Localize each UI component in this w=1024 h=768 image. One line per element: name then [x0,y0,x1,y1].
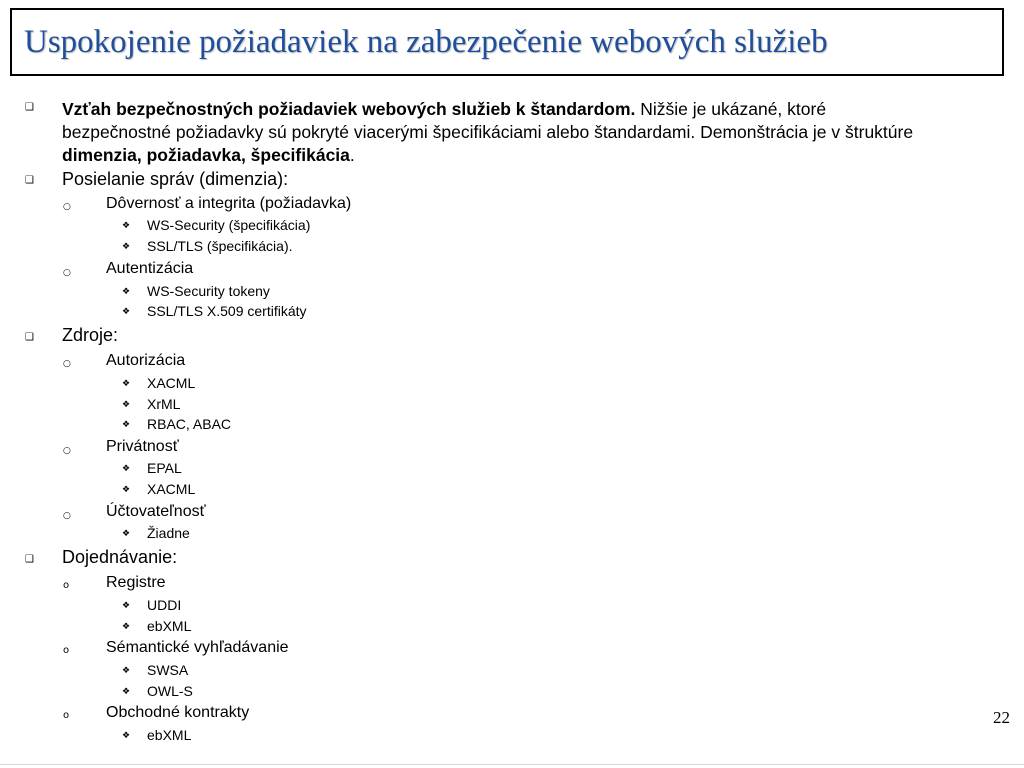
bullet-square-icon: ❑ [25,332,34,343]
bullet-circle-icon: ○ [63,202,71,212]
bullet-square-icon: ❑ [25,554,34,565]
list-item: UDDI [147,597,182,613]
intro-bold-lead: Vzťah bezpečnostných požiadaviek webových služieb k štandardom. [62,99,636,119]
bullet-diamond-icon: ❖ [122,287,131,297]
list-item: ebXML [147,618,192,634]
group-label: Dôvernosť a integrita (požiadavka) [106,195,352,212]
group-label: Autorizácia [106,352,186,369]
section-label: Dojednávanie: [62,547,178,567]
list-item: OWL-S [147,683,193,699]
list-item: WS-Security (špecifikácia) [147,217,311,233]
bullet-circle-icon: ○ [63,268,71,278]
group-label: Obchodné kontrakty [106,704,250,721]
bottom-divider [0,764,1024,765]
list-item: XACML [147,375,196,391]
list-item: XACML [147,481,196,497]
bullet-circle-icon: o [63,645,70,656]
bullet-diamond-icon: ❖ [122,622,131,632]
bullet-square-icon: ❑ [25,102,34,113]
bullet-diamond-icon: ❖ [122,687,131,697]
bullet-square-icon: ❑ [25,175,34,186]
page-number: 22 [993,708,1010,727]
bullet-diamond-icon: ❖ [122,485,131,495]
list-item: WS-Security tokeny [147,283,270,299]
list-item: XrML [147,396,181,412]
bullet-diamond-icon: ❖ [122,242,131,252]
list-item: Žiadne [147,525,190,541]
slide-title: Uspokojenie požiadaviek na zabezpečenie webových služieb [24,24,828,60]
group-label: Privátnosť [106,438,179,455]
bullet-diamond-icon: ❖ [122,379,131,389]
bullet-diamond-icon: ❖ [122,464,131,474]
group-label: Autentizácia [106,260,194,277]
bullet-diamond-icon: ❖ [122,307,131,317]
group-label: Registre [106,574,166,591]
bullet-circle-icon: o [63,580,70,591]
list-item: SSL/TLS X.509 certifikáty [147,303,307,319]
list-item: EPAL [147,460,182,476]
intro-text: Nižšie je ukázané, ktoré bezpečnostné požiadavky sú pokryté viacerými špecifikáciami alebo štandardami. Demonštrácia je v štruktúre [62,99,914,142]
bullet-diamond-icon: ❖ [122,420,131,430]
bullet-diamond-icon: ❖ [122,400,131,410]
bullet-diamond-icon: ❖ [122,529,131,539]
intro-bold-tail: dimenzia, požiadavka, špecifikácia [62,145,350,165]
list-item: SWSA [147,662,189,678]
list-item: SSL/TLS (špecifikácia). [147,238,293,254]
intro-end: . [349,145,355,165]
bullet-diamond-icon: ❖ [122,601,131,611]
list-item: ebXML [147,727,192,743]
group-label: Sémantické vyhľadávanie [106,639,289,656]
section-label: Posielanie správ (dimenzia): [62,169,289,189]
list-item: RBAC, ABAC [147,416,232,432]
bullet-circle-icon: ○ [63,511,71,521]
section-label: Zdroje: [62,325,119,345]
intro-paragraph [62,98,932,167]
bullet-circle-icon: ○ [63,446,71,456]
group-label: Účtovateľnosť [106,503,206,520]
bullet-diamond-icon: ❖ [122,731,131,741]
bullet-diamond-icon: ❖ [122,221,131,231]
bullet-diamond-icon: ❖ [122,666,131,676]
bullet-circle-icon: ○ [63,359,71,369]
bullet-circle-icon: o [63,710,70,721]
